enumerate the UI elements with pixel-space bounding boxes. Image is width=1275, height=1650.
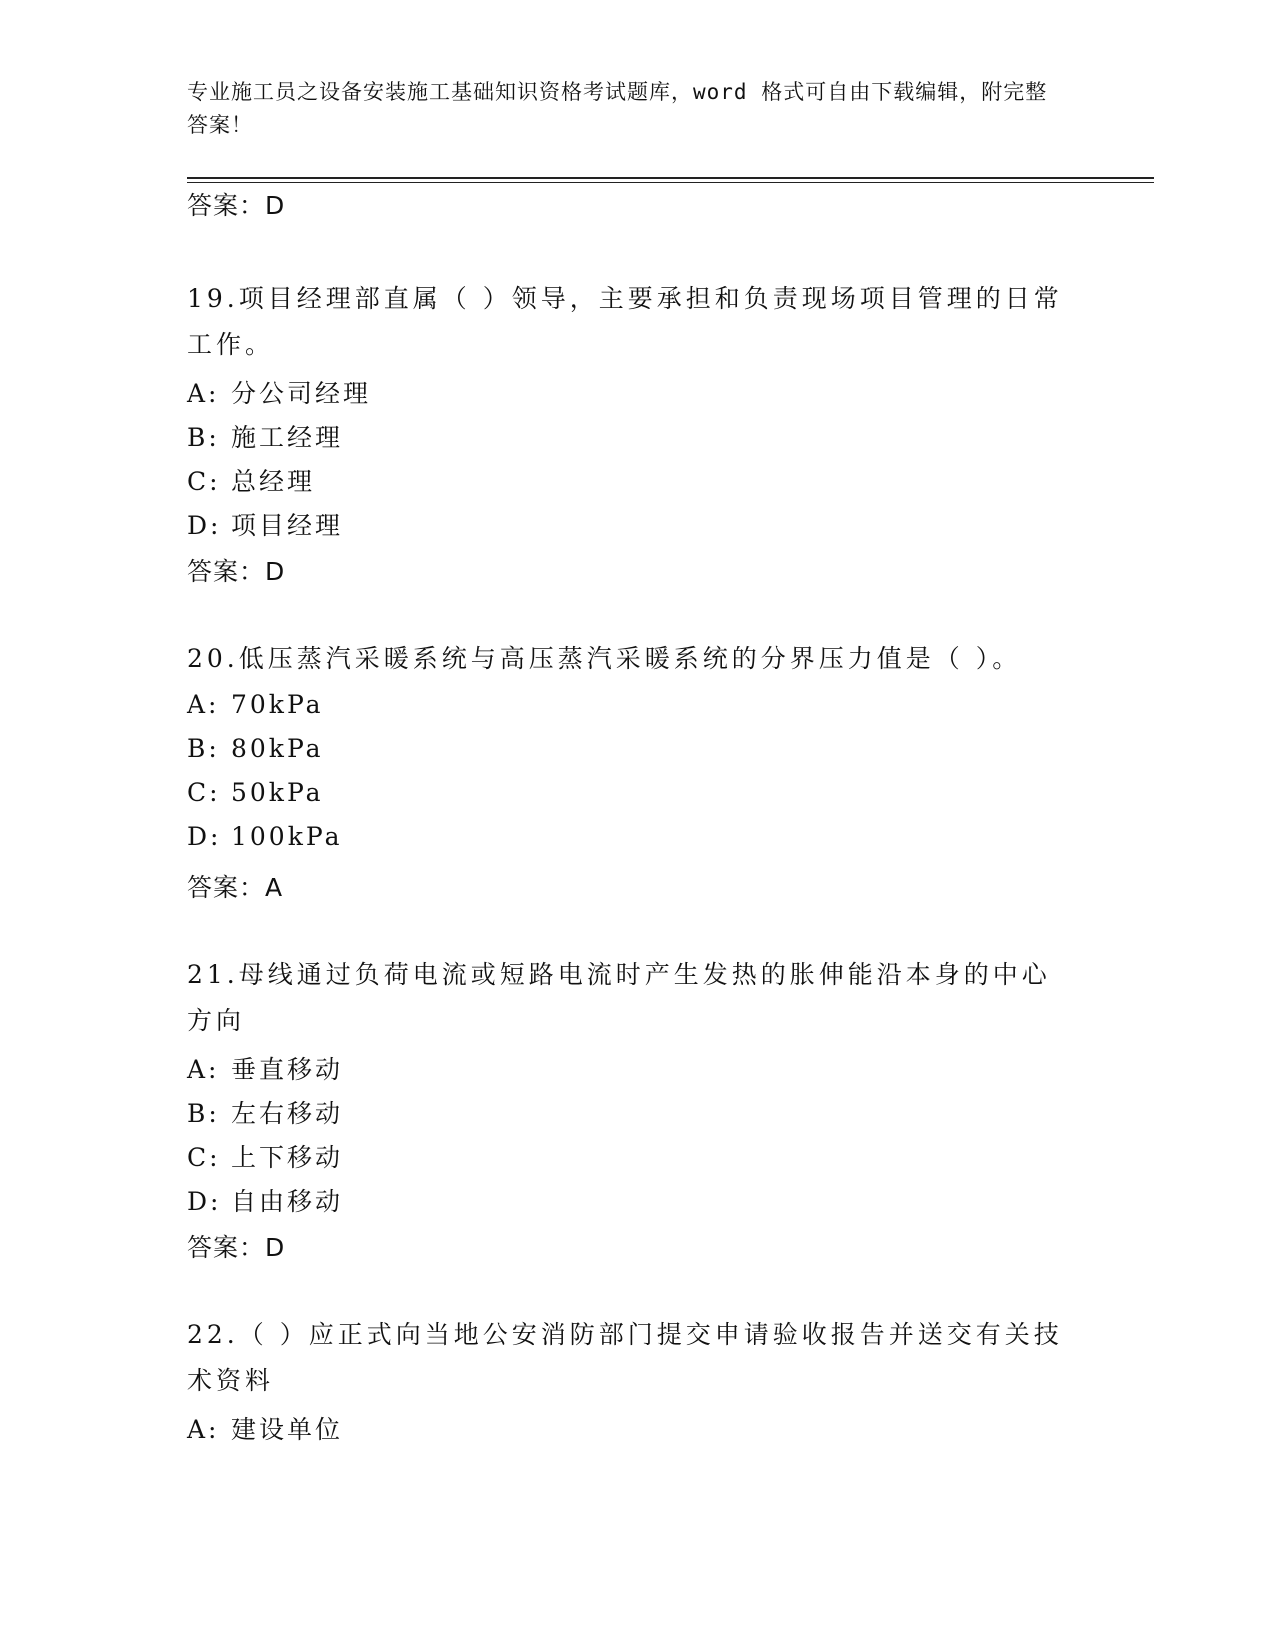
- question-20-option-b: B: 80kPa: [187, 734, 324, 763]
- question-19-option-d: D: 项目经理: [187, 511, 344, 540]
- question-22-text: 22.（ ）应正式向当地公安消防部门提交申请验收报告并送交有关技术资料: [187, 1320, 1063, 1395]
- question-19-option-b: B: 施工经理: [187, 423, 344, 452]
- question-20-option-c: C: 50kPa: [187, 778, 324, 807]
- question-21-option-d: D: 自由移动: [187, 1187, 344, 1216]
- question-21-option-b: B: 左右移动: [187, 1099, 344, 1128]
- question-20-option-a: A: 70kPa: [187, 690, 324, 719]
- document-header: 专业施工员之设备安装施工基础知识资格考试题库，word 格式可自由下载编辑，附完整答案！: [187, 80, 1048, 137]
- header-divider: [187, 177, 1154, 179]
- question-20-option-d: D: 100kPa: [187, 822, 343, 851]
- question-21-text: 21.母线通过负荷电流或短路电流时产生发热的胀伸能沿本身的中心方向: [187, 960, 1051, 1035]
- question-19-text: 19.项目经理部直属（ ）领导，主要承担和负责现场项目管理的日常工作。: [187, 284, 1063, 359]
- question-20-answer: 答案：A: [187, 873, 284, 902]
- header-divider-thin: [187, 182, 1154, 183]
- question-22-option-a: A: 建设单位: [187, 1415, 344, 1444]
- question-21-option-c: C: 上下移动: [187, 1143, 344, 1172]
- question-21-answer: 答案：D: [187, 1233, 286, 1262]
- question-19-option-c: C: 总经理: [187, 467, 316, 496]
- answer-text: 答案：D: [187, 191, 286, 220]
- question-19-answer: 答案：D: [187, 557, 286, 586]
- question-21-option-a: A: 垂直移动: [187, 1055, 344, 1084]
- question-20-text: 20.低压蒸汽采暖系统与高压蒸汽采暖系统的分界压力值是（ ）。: [187, 644, 1022, 673]
- question-19-option-a: A: 分公司经理: [187, 379, 372, 408]
